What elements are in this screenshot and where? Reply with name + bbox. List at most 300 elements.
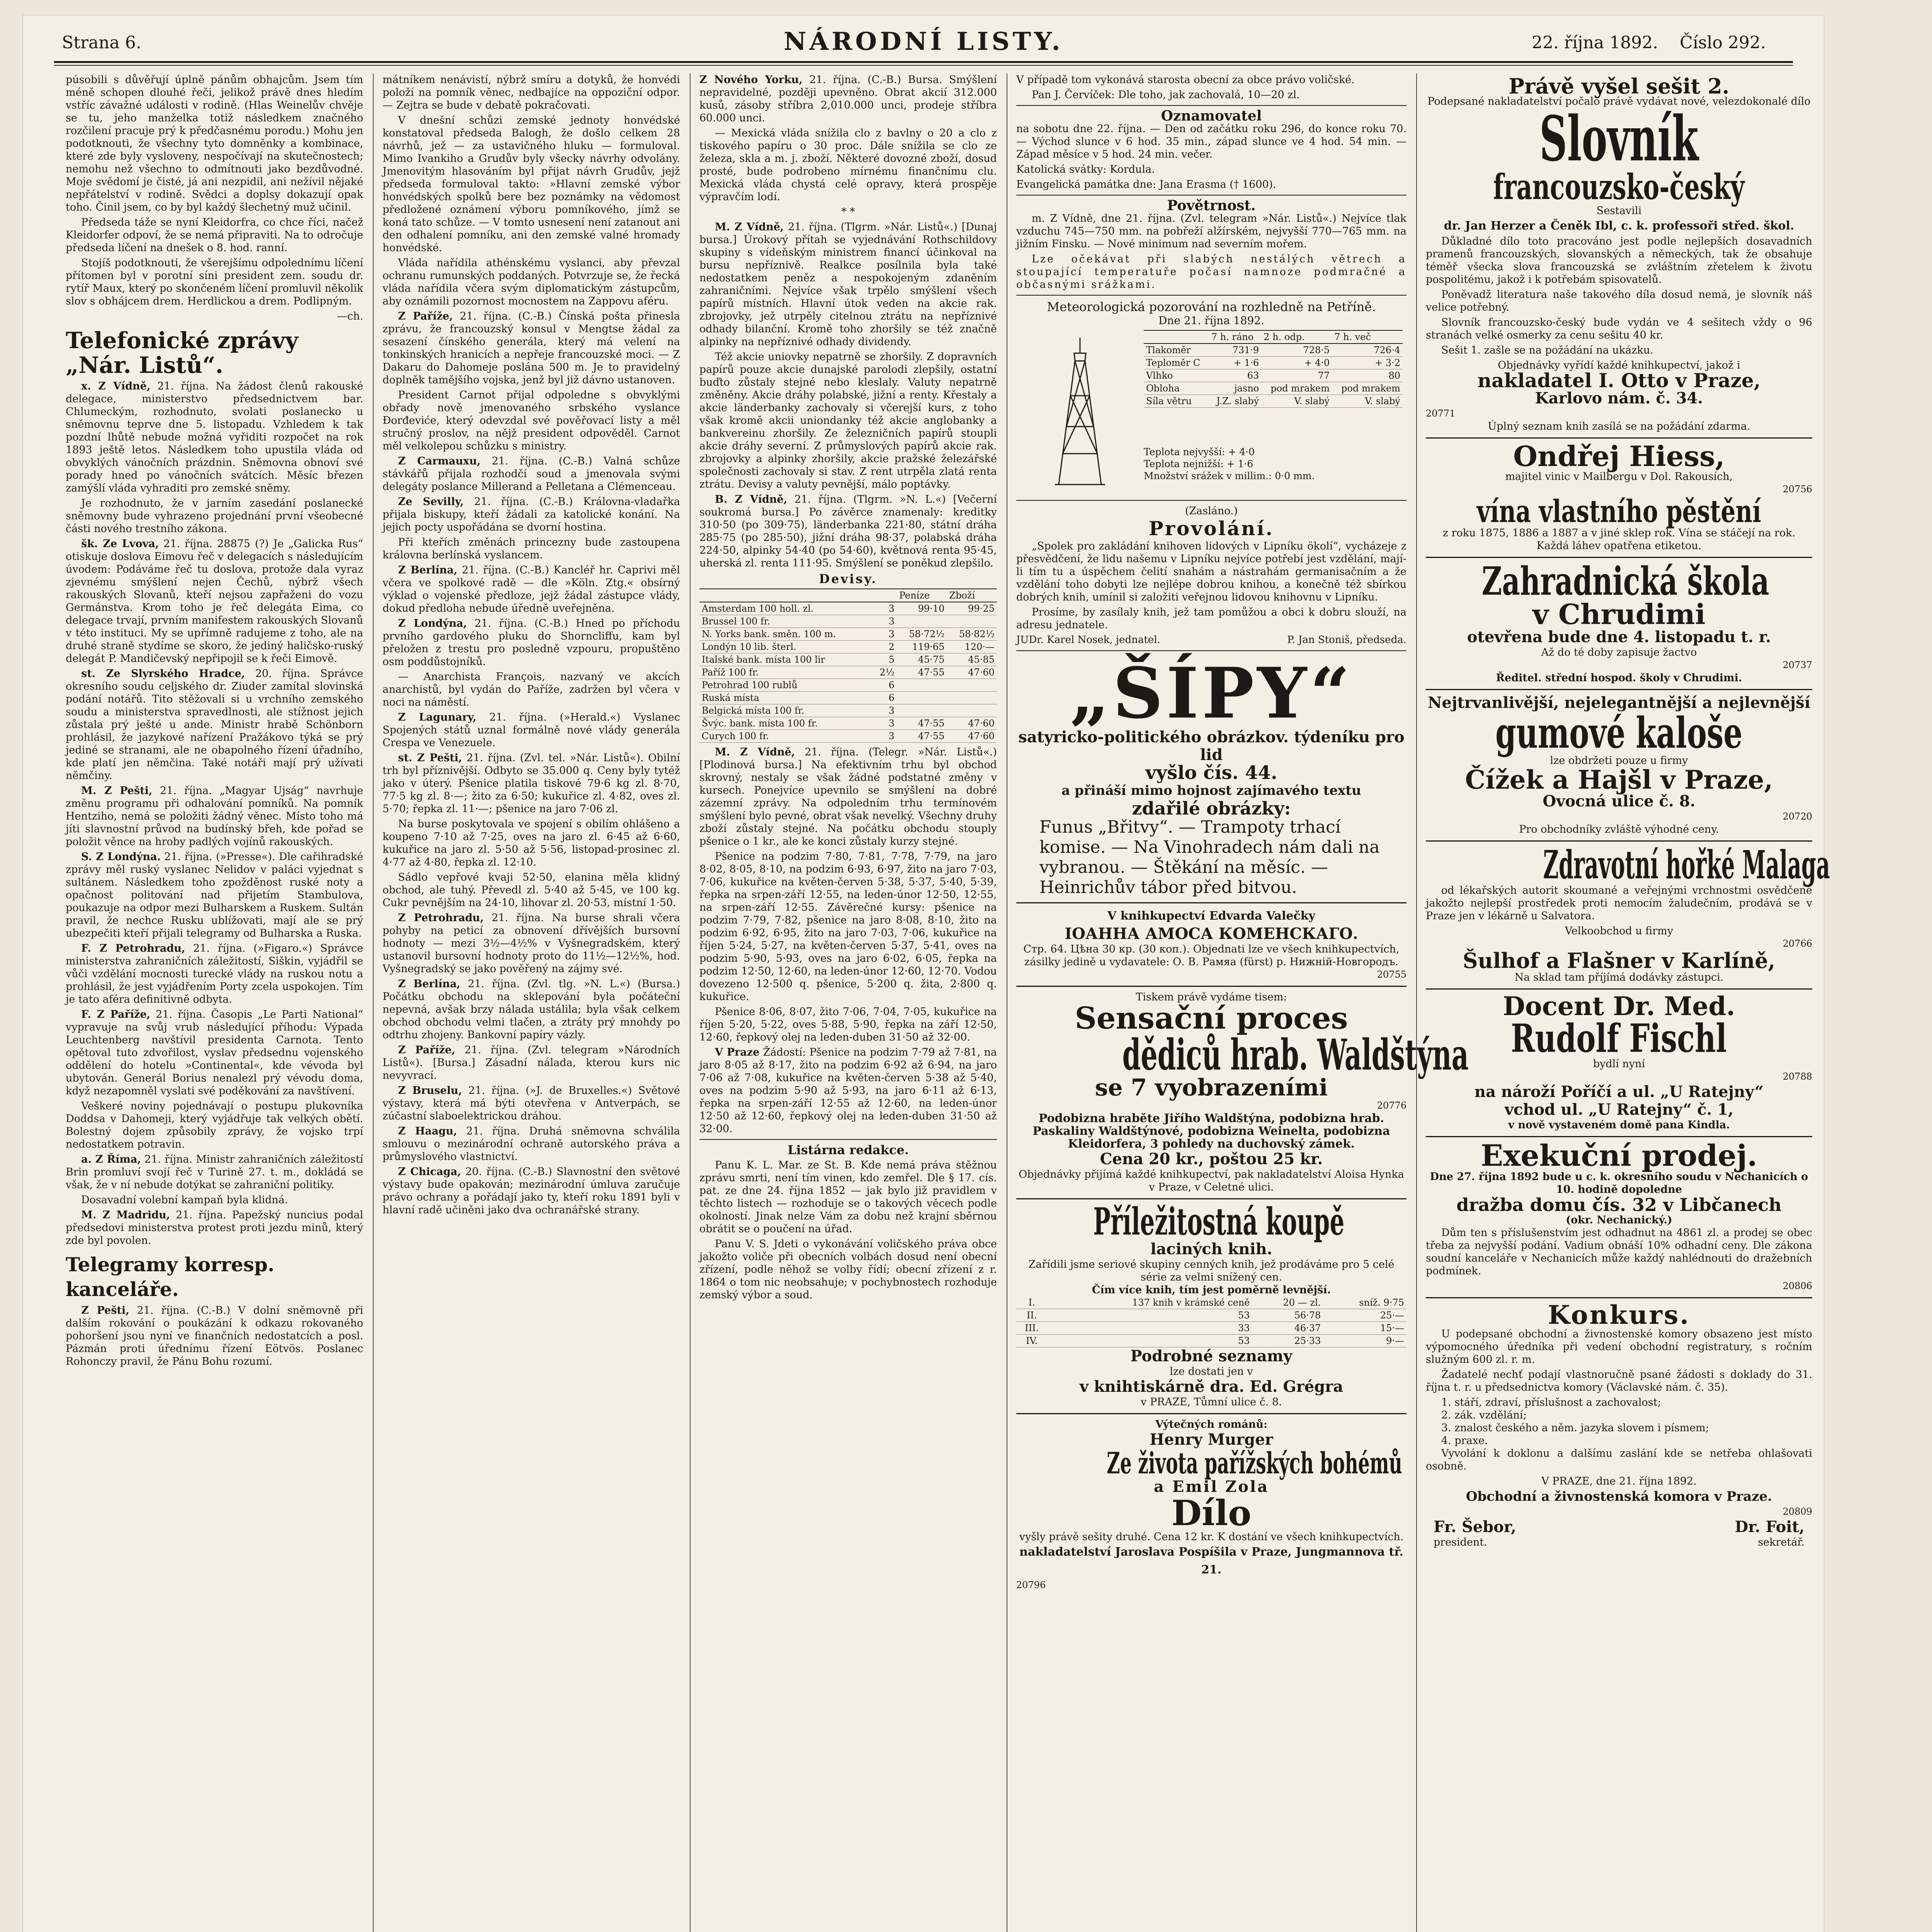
article-text: 21. října. (C.-B.) Bursa. Smýšlení nepravidelné, později upevněno. Obrat akcií 312.000 kusů, zásoby stříbra 2,010.000 unci, prodeje stříbra 60.000 unci. — [699, 74, 997, 124]
ad-number: 20737 — [1782, 660, 1812, 670]
table-cell: 25·— — [1323, 1309, 1406, 1322]
devisy-title: Devisy. — [819, 571, 878, 586]
column-divider — [1416, 73, 1417, 1932]
table-header-row — [1144, 330, 1403, 344]
table-cell — [947, 679, 997, 692]
ad-number: 20776 — [1377, 1100, 1406, 1111]
table-body — [1016, 1296, 1406, 1347]
drazba-text: Dům ten s příslušenstvím jest odhadnut na 4861 zl. a prodej se obec třeba za nejvyšší podání. Vadium obnáší 10% odhadní ceny. Dle zákona soudní kanceláře v Nechanicích může každý nahlédnouti do dražebních podmínek. — [1426, 1227, 1812, 1277]
table-row — [699, 602, 997, 615]
table-cell: pod mrakem — [1261, 382, 1332, 395]
table-cell — [897, 679, 947, 692]
issue-number: Číslo 292. — [1680, 33, 1766, 53]
slovnik-title: Slovník — [1539, 102, 1699, 175]
article-paragraph: Je rozhodnuto, že v jarním zasedání poslanecké sněmovny bude vyhrazeno projednání první všeobecné části nového trestního zákona. — [66, 497, 363, 535]
article-paragraph: V případě tom vykonává starosta obecní za obce právo voličské. — [1016, 74, 1355, 86]
table-cell: 731·9 — [1209, 344, 1261, 357]
sipy-subtitle: satyricko-politického obrázkov. týdeníku pro lid — [1018, 728, 1405, 764]
table-cell: 56·78 — [1252, 1309, 1323, 1322]
slovnik-authors: dr. Jan Herzer a Čeněk Ibl, c. k. professoři střed. škol. — [1444, 219, 1794, 233]
article-paragraph: Dosavadní volební kampaň byla klidná. — [81, 1194, 288, 1206]
table-cell: Italské bank. místa 100 lir — [699, 653, 872, 666]
povetrnost-title: Povětrnost. — [1167, 197, 1256, 214]
vina-title: vína vlastního pěstění — [1476, 493, 1762, 529]
vyt-title: Výtečných románů: — [1155, 1418, 1267, 1430]
article-text: 21. října. (»Herald.«) Vyslanec Spojených států uznal formálně nové vlády generála Crespa ve Venezuele. — [383, 711, 680, 749]
table-cell: Teploměr C — [1144, 357, 1209, 369]
article-text: 21. října. 28875 (?) Je „Galicka Rus“ otiskuje doslova Eimovu řeč v delegacích s následujícím úvodem: Podáváme řeč tu doslova, protože dala vyraz zjevnému smýšlení nejen Čechů, nýbrž všech rakouských Slovanů, kteří nejsou zapřaženi do vozu Germánstva. Krom toho je řeč delegáta Eima, co delegace trvají, prvním manifestem rakouských Slovanů v této instituci. My se upřímně radujeme z toho, ale na druhé straně stydíme se skoro, že jediný haličsko-ruský delegát P. Mandičevský nepřipojil se k řeči Eimově. — [66, 538, 363, 665]
pril-addr: v PRAZE, Tůmní ulice č. 8. — [1141, 1396, 1282, 1408]
article-paragraph: Panu V. S. Jdeti o vykonávání voličského práva obce jakožto voliče při obecních volbách dosud není obecní zřízení, podle něhož se volby řídí; obecní zřízení z r. 1864 o tom nic neobsahuje; v pochybnostech rozhoduje zemský výbor a soud. — [699, 1238, 997, 1301]
sipy-text: a přináší mimo hojnost zajímavého textu — [1061, 783, 1361, 798]
article-text: 21. října. Časopis „Le Parti National“ vypravuje na svůj vrub následující příhodu: Výpada Leuchtenberg navštívil presidenta Carnota. Tento opětoval tuto zdvořilost, vyslav předsednu vojenského oddělení do hotelu »Continental«, kde vévoda byl ubytován. Generál Borius nenalezl prý vévodu doma, když nezapomněl vyslati své poděkování za navštívení. — [66, 1009, 363, 1097]
table-cell: 33 — [1048, 1322, 1252, 1335]
table-row — [699, 653, 997, 666]
page-header — [23, 15, 1824, 62]
sipy-pictures: Funus „Břitvy“. — Trampoty trhací komise. — Na Vinohradech nám dali na vybranou. — Štěkání na měsíc. — Heinrichův tábor před bitvou. — [1039, 817, 1380, 897]
dateline: V Praze — [715, 1046, 760, 1058]
dateline: M. Z Vídně, — [715, 746, 795, 758]
table-cell — [947, 692, 997, 704]
petrin-tower-illustration — [1016, 330, 1144, 496]
table-row — [699, 615, 997, 628]
dateline: Z Londýna, — [398, 617, 467, 629]
table-cell: 99·25 — [947, 602, 997, 615]
ad-fischl — [1426, 990, 1812, 1137]
dateline: a. Z Říma, — [81, 1153, 141, 1165]
sens-price: Cena 20 kr., poštou 25 kr. — [1100, 1150, 1323, 1168]
ad-konkurs — [1426, 1298, 1812, 1553]
valecka-text: Стр. 64. Цѣна 30 кр. (30 коп.). Objednati lze ve všech knihkupectvích, zásilky jedině u vydavatele: О. В. Рамяа (fürst) р. Нижній-Новгородъ. — [1023, 943, 1400, 968]
article-text: 21. října. (Zvl. tel. »Nár. Listů«). Obilní trh byl příznivější. Odbyto se 35.000 q. Ceny byly tytéž jako v úterý. Pšenice platila tiskové 79·6 kg zl. 8·70, 77·5 kg zl. 8·—; žito za 6·50; kukuřice zl. 4·82, oves zl. 5·70; řepka zl. 11·—; pšenice na jaro 7·06 zl. — [383, 752, 680, 815]
signatures — [1016, 634, 1406, 646]
slovnik-foot: Úplný seznam knih zasílá se na požádání zdarma. — [1488, 420, 1750, 432]
table-header-cell — [699, 589, 872, 602]
table-cell: 20 — zl. — [1252, 1296, 1323, 1309]
table-cell: 6 — [872, 679, 897, 692]
drazba-sub: (okr. Nechanický.) — [1566, 1214, 1672, 1226]
article-paragraph: Vláda nařídila athénskému vyslanci, aby převzal ochranu rumunských poddaných. Potvrzuje se, že řecká vláda nařídila včera svým diplomatickým zástupcům, aby oznámili pozornost mocnostem na Zappovu aféru. — [383, 257, 680, 307]
issue-date: 22. října 1892. — [1531, 33, 1658, 53]
ad-number: 20788 — [1782, 1071, 1812, 1082]
table-cell: 2½ — [872, 666, 897, 679]
dateline: st. Z Pešti, — [398, 752, 462, 764]
table-cell: IV. — [1016, 1335, 1048, 1347]
table-cell: + 1·6 — [1209, 357, 1261, 369]
dateline: st. Ze Slyrského Hradce, — [81, 668, 245, 680]
table-row — [1016, 1309, 1406, 1322]
dateline: Z Chicaga, — [398, 1166, 461, 1178]
malaga-foot: Na sklad tam příjímá dodávky zástupci. — [1514, 971, 1724, 983]
dateline: Z Paříže, — [398, 310, 453, 322]
table-cell: Švýc. bank. místa 100 fr. — [699, 717, 872, 730]
sebor-title: president. — [1434, 1536, 1487, 1548]
table-body — [1144, 344, 1403, 408]
table-cell: II. — [1016, 1309, 1048, 1322]
article-text: 20. října. (C.-B.) Slavnostní den světové výstavy bude opakován; mezinárodní úmluva zaručuje právo ochrany a pořádají jako ty, kteří roku 1891 byli v hlavní radě učiněni jako dva ochranářské strany. — [383, 1166, 680, 1216]
ad-galoshes — [1426, 690, 1812, 842]
table-header-cell: 7 h. ráno — [1209, 330, 1261, 344]
doc-title: Docent Dr. Med. — [1503, 991, 1735, 1021]
table-row — [699, 641, 997, 653]
cizek-foot: Pro obchodníky zvláště výhodné ceny. — [1519, 823, 1719, 835]
article-text: 21. října. (Tlgrm. »N. L.«) [Večerní soukromá bursa.] Po závěrce znamenaly: kreditky 310·50 (po 309·75), länderbanka 221·80, státní dráha 285·75 (po 285·50), jižní dráha 98·37, polabská dráha 224·50, alpinky 54·40 (po 54·60), květnová renta 95·45, uherská zl. renta 111·95. Smýšlení se poněkud zlepšilo. — [699, 493, 997, 569]
ad-prilezitostna-koupe — [1016, 1199, 1406, 1414]
table-header-cell — [872, 589, 897, 602]
pril-shop: v knihtiskárně dra. Ed. Grégra — [1079, 1378, 1344, 1396]
provolani-title: Provolání. — [1149, 517, 1274, 540]
article-text: 21. října. Papežský nuncius podal předsedovi ministerstva protest proti jezdu minů, který zde byl povolen. — [66, 1209, 363, 1247]
zola: a Emil Zola — [1154, 1478, 1269, 1496]
ad-sipy — [1016, 655, 1406, 903]
zola-text: vyšly právě sešity druhé. Cena 12 kr. K dostání ve všech knihkupectvích. — [1019, 1531, 1404, 1543]
fischl-sub: bydlí nyní — [1593, 1058, 1645, 1070]
article-paragraph: Též akcie uniovky nepatrně se zhoršily. Z dopravních papírů pouze akcie dunajské parolodi zlepšily, ostatní buďto zůstaly stejné nebo kleslaly. Valuty nepatrně změněny. Akcie dráhy polabské, jižní a renty. Křestaly a akcie länderbanky zachovaly si včerejší kurs, z toho však kromě akcii uniondanky též akcie anglobanky a bankvereinu zhoršily. Ze železničních papírů stoupli akcie dráhy severní. Z průmyslových papírů akcie rak. zbrojovky a alpinky zhoršily, akcie pražské železářské společnosti zachovaly si stav. Z rent utrpěla zlatá renta ztrátu. Devisy a valuty pevnější, málo poptávky. — [699, 351, 997, 490]
malaga-sub: Velkoobchod u firmy — [1565, 925, 1673, 937]
article-paragraph: púsobili s důvěřují úplně pánům obhajcům. Jsem tím méně schopen dlouhé řeči, jelikož právě dnes hledím vstříc závažné události v rodině. (Hlas Weinelův chvěje se tu, jeho manželka totiž následkem značného rozčilení pracuje prý k předčasnému porodu.) Mohu jen podotknouti, že všechny tyto domněnky a kombinace, které zde byly vysloveny, nespočívají na skutečnostech; nemohu než všechno to odmítnouti jako bezdůvodné. Moje svědomí je čisté, já ani nezpidil, ani nežívil nějaké nepřátelství v rodině. Svědci a doplsy dokazují opak toho. Činil jsem, co by byl každý šlechetný muž učinil. — [66, 74, 363, 213]
separator-stars: * * — [841, 206, 855, 218]
article-text: Žádostí: Pšenice na podzim 7·79 až 7·81, na jaro 8·05 až 8·17, žito na podzim 6·92 až 6·94, na jaro 7·06 až 7·08, kukuřice na květen-červen 5·38 až 5·40, oves na podzim 5·90 až 5·93, na jaro 6·11 až 6·13, řepka na srpen-září 12·55 až 12·60, na leden-únor 12·50 až 12·60, řepkový olej na leden-duben 31·50 až 32·00. — [699, 1046, 997, 1135]
section-title-telegrams: Telegramy korresp. kanceláře. — [66, 1253, 275, 1301]
ad-number: 20755 — [1377, 969, 1406, 980]
table-row — [1144, 395, 1403, 408]
table-cell: 80 — [1332, 369, 1403, 382]
foit-title: sekretář. — [1758, 1536, 1804, 1548]
table-cell: Petrohrad 100 rublů — [699, 679, 872, 692]
konkurs-signatures — [1426, 1518, 1812, 1536]
column-2 — [383, 73, 680, 1932]
table-row — [699, 704, 997, 717]
sens-text: Podobizna hraběte Jiřího Waldštýna, podobizna hrab. Paskaliny Waldštýnové, podobizna Weinelta, podobizna Kleidorfera, 3 pohledy na duchovský zámek. — [1032, 1112, 1390, 1151]
table-cell: 58·72½ — [897, 628, 947, 641]
article-paragraph: Pšenice na podzim 7·80, 7·81, 7·78, 7·79, na jaro 8·02, 8·05, 8·10, na podzim 6·93, 6·97, žito na jaro 7·03, 7·06, kukuřice na květen-červen 5·38, 5·37, 5·40, 5·39, řepka na srpen-září 12·55, na leden-únor 12·50, 12·55, na srpen-září 12·55. Závěrečné kursy: pšenice na podzim 7·79, 7·82, pšenice na jaro 8·08, 8·10, žito na podzim 6·92, 6·95, žito na jaro 7·03, 7·06, kukuřice na říjen 5·24, 5·27, na květen-červen 5·37, 5·41, oves na podzim 5·90, 5·93, oves na jaro 6·02, 6·05, řepka na podzim 12·50, 12·60, na leden-únor 12·60, 12·70. Vodou dovezeno 12·500 q. pšenice, 5·200 q. žita, 2·800 q. kukuřice. — [699, 850, 997, 1003]
table-cell: sníž. 9·75 — [1323, 1296, 1406, 1309]
dateline: M. Z Vídně, — [715, 221, 784, 233]
divider — [1016, 295, 1406, 296]
sens-big: dědiců hrab. Waldštýna — [1122, 1030, 1469, 1080]
sipy-title: „ŠÍPY“ — [1070, 653, 1353, 734]
komensky-title: ІОАННА АМОСА КОМЕНСКАГО. — [1065, 925, 1358, 943]
table-cell: 53 — [1048, 1309, 1252, 1322]
table-cell: 137 knih v krámské ceně — [1048, 1296, 1252, 1309]
slovnik-ad-title: Právě vyšel sešit 2. — [1509, 74, 1730, 99]
ad-number: 20809 — [1782, 1506, 1812, 1517]
table-cell: Brussel 100 fr. — [699, 615, 872, 628]
table-cell: 120·— — [947, 641, 997, 653]
table-cell: 53 — [1048, 1335, 1252, 1347]
fischl-addr2: vchod ul. „U Ratejny“ č. 1, — [1504, 1100, 1734, 1119]
signature-nosek: JUDr. Karel Nosek, jednatel. — [1016, 634, 1160, 646]
table-cell: Vlhko — [1144, 369, 1209, 382]
pril-sub: laciných knih. — [1150, 1240, 1272, 1258]
ad-number: 20756 — [1782, 484, 1812, 495]
malaga-title: Zdravotní hořké Malaga — [1543, 842, 1830, 888]
article-text: 21. října. (C.-B.) Kancléř hr. Caprivi měl včera ve spolkové radě — dle »Köln. Ztg.« obsírný výklad o vojenské předloze, jejž žádal zástupce vlády, dokud předloha nebude úředně uveřejněna. — [383, 564, 680, 614]
article-paragraph: mátníkem nenávistí, nýbrž smíru a dotyků, že honvédi položí na pomník věnec, nedbajíce na oppoziční odpor. — Zejtra se bude v debatě pokračovati. — [383, 74, 680, 111]
malaga-text: od lékařských autorit skoumané a veřejnými vrchnostmi osvědčené jakožto nejlepší prostředek proti nemocím žaludečním, prodává se v Praze jen v lékárně u Salvatora. — [1426, 884, 1812, 922]
article-paragraph: Katolická svátky: Kordula. — [1016, 163, 1155, 175]
zahr-sub2: Až do té doby zapisuje žactvo — [1541, 646, 1697, 658]
table-cell: V. slabý — [1332, 395, 1403, 408]
table-row — [699, 730, 997, 743]
table-row — [699, 628, 997, 641]
table-body — [699, 602, 997, 743]
valecka-title: V knihkupectví Edvarda Valečky — [1107, 909, 1315, 923]
article-text: 21. října. (C.-B.) Čínská pošta přinesla zprávu, že francouzský konsul v Mengtse žádal za sesazení čínského generála, který má velení na tonkinských hranicích a nepřeje francouzské moci. — Z Dakaru do Dahomeje poslána 500 m. Je to pravidelný doplněk tamějšího vojska, jenž byl již dávno ustanoven. — [383, 310, 680, 386]
dateline: Z Berlína, — [398, 978, 461, 990]
table-cell: 3 — [872, 704, 897, 717]
ad-exekucni-prodej — [1426, 1137, 1812, 1298]
article-paragraph: Evangelická památka dne: Jana Erasma († 1600). — [1016, 179, 1276, 190]
table-row — [1144, 344, 1403, 357]
meteo-title: Meteorologická pozorování na rozhledně na Petříně. — [1047, 299, 1376, 314]
article-text: 21. října. (»J. de Bruxelles.«) Světové výstavy, která má býti otevřena v Antverpách, se zúčastní slaboelektrickou dráhou. — [383, 1085, 680, 1122]
meteo-table — [1144, 330, 1403, 408]
dateline: Z Paříže, — [398, 1044, 456, 1056]
konkurs-signature-titles — [1426, 1536, 1812, 1549]
table-cell: 728·5 — [1261, 344, 1332, 357]
slovnik-text: Důkladné dílo toto pracováno jest podle nejlepších dosavadních pramenů francouzských, slovanských a německých, tak že obsahuje téměř všecka slova francouzská se zvláštním zřetelem k životu pospolitému, jakož i k potřebám spisovatelů. — [1426, 235, 1812, 286]
table-row — [1144, 357, 1403, 369]
zola-pub: nakladatelství Jaroslava Pospíšila v Praze, Jungmannova tř. 21. — [1019, 1545, 1403, 1577]
table-header-row — [699, 589, 997, 602]
konkurs-text: Vyvolání k doklonu a dalšímu zaslání kde se netřeba ohlašovati osobně. — [1426, 1447, 1812, 1472]
malaga-firm: Šulhof a Flašner v Karlíně, — [1463, 948, 1776, 973]
konkurs-list: 1. stáří, zdraví, příslušnost a zachovalost; 2. zák. vzdělání; 3. znalost českého a něm. jazyka slovem i písmem; 4. praxe. — [1441, 1396, 1709, 1447]
table-header-cell: 2 h. odp. — [1261, 330, 1332, 344]
table-cell: 63 — [1209, 369, 1261, 382]
header-rule-thin — [54, 65, 1793, 66]
sens-pre: Tiskem právě vydáme tisem: — [1136, 991, 1287, 1003]
signature-sebor: Fr. Šebor, — [1434, 1518, 1517, 1536]
sens-sub: se 7 vyobrazeními — [1095, 1074, 1328, 1101]
pril-table — [1016, 1296, 1406, 1347]
table-header-cell: Peníze — [897, 589, 947, 602]
table-cell: III. — [1016, 1322, 1048, 1335]
article-text: 21. října. (C.-B.) Valná schůze stávkářů přijala rozhodčí soud a jmenovala svými delegáty poslance Millerand a Pelletana a Clémenceau. — [383, 455, 680, 493]
table-cell: Síla větru — [1144, 395, 1209, 408]
slovnik-publisher: nakladatel I. Otto v Praze, — [1477, 369, 1761, 392]
table-row — [699, 717, 997, 730]
dateline: S. Z Londýna. — [81, 851, 161, 863]
table-cell — [947, 615, 997, 628]
column-3 — [699, 73, 997, 1932]
cizek-title: Čížek a Hajšl v Praze, — [1465, 765, 1773, 795]
article-text: 21. října. (Tlgrm. »Nár. Listů«.) [Dunaj bursa.] Úrokový přítah se vyjednávání Rothschildovy skupiny s vídeňským ministrem financí účinkoval na bursu nepříznivě. Realkce posílnila byla také nedostatkem peněz a nespokojeným zdaněním zahraničními. Nejvíce však trpělo smýšlení všech papírů místních. Hlavní útok veden na akcie rak. zbrojovky, jež utrpěly citelnou ztrátu na nepříznivé odhady bilanční. Kromě toho zhoršily se též značně alpinky na nepříznivé odhady dividendy. — [699, 221, 997, 348]
table-cell: 25·33 — [1252, 1335, 1323, 1347]
dateline: Z Petrohradu, — [398, 912, 484, 924]
table-cell: 119·65 — [897, 641, 947, 653]
ad-sensacni-proces — [1016, 987, 1469, 1199]
pril-title: Příležitostná koupě — [1093, 1200, 1345, 1243]
divider — [1016, 500, 1406, 501]
dateline: F. Z Petrohradu, — [81, 942, 185, 954]
table-cell: 726·4 — [1332, 344, 1403, 357]
table-cell: 3 — [872, 730, 897, 743]
slovnik-text: Poněvadž literatura naše takového díla dosud nemá, je slovník náš velice potřebný. — [1426, 289, 1812, 313]
article-paragraph: Pan J. Červíček: Dle toho, jak zachovalá, 10—20 zl. — [1032, 89, 1300, 101]
table-row — [1016, 1296, 1406, 1309]
article-paragraph: Pšenice 8·06, 8·07, žito 7·06, 7·04, 7·05, kukuřice na říjen 5·20, 5·22, oves 5·88, 5·90, řepka na září 12·50, 12·60, řepkový olej na leden-duben 31·50 až 32·00. — [699, 1006, 997, 1043]
table-cell: 58·82½ — [947, 628, 997, 641]
article-paragraph: — Mexická vláda snížila clo z bavlny o 20 a clo z tiskového papíru o 30 proc. Dále snížila se clo ze železa, skla a m. j. zboží. Některé dovozné zboží, dosud prosté, bude podrobeno mírnému finančnímu clu. Mexická vláda chystá celé opravy, která prospěje výpravčím lodí. — [699, 127, 997, 203]
table-cell: 47·55 — [897, 730, 947, 743]
hiess-title: Ondřej Hiess, — [1513, 440, 1725, 473]
vina-sub: z roku 1875, 1886 a 1887 a v jiné sklep rok. Vína se stáčejí na rok. Každá láhev opatřena etiketou. — [1442, 527, 1796, 552]
ad-hiess — [1426, 439, 1812, 558]
table-cell: 45·85 — [947, 653, 997, 666]
sipy-issue: vyšlo čís. 44. — [1145, 762, 1277, 784]
table-cell: Oblohа — [1144, 382, 1209, 395]
table-cell: 9·— — [1323, 1335, 1406, 1347]
slovnik-addr: Karlovo nám. č. 34. — [1535, 389, 1703, 407]
article-text: 20. října. Správce okresního soudu celjského dr. Ziuder zamítal slovinská podání notářů. Tito stěžovali si u vrchního zemského soudu a ministerstva spravedlnosti, ale stížnost jejich zůstala prý ješté u ande. Ministr hrabě Schönborn prohlásil, že jazykové nařízení Pražákovo týká se prý jediné se stranami, ale ne obapolného řízení úřadního, kde platí jen němčina. Také notáři mají prý užívati němčiny. — [66, 668, 363, 782]
article-text: 21. října. (C.-B.) V dolní sněmovně při dalším rokování o poukázání k odkazu rokovaného pohoršení jsou nyní ve finančních nedostatcích a posl. Pázmán proti úřednímu řízení Eötvös. Poslanec Rohonczy pravil, že Pánu Bohu rozumí. — [66, 1304, 363, 1367]
dateline: Z Lagunary, — [398, 711, 476, 723]
hiess-sub: majitel vinic v Mailbergu v Dol. Rakousích, — [1505, 471, 1733, 483]
table-header-cell: Zboží — [947, 589, 997, 602]
slovnik-subtitle: francouzsko-český — [1493, 167, 1745, 207]
article-paragraph: V dnešní schůzi zemské jednoty honvédské konstatoval předseda Balogh, že došlo celkem 28 návrhů, jež — za ustavičného hluku — formuloval. Mimo Ivankiho a Grudův byly všecky návrhy odvolány. Jmenovitým hlasováním byl přijat návrh Grudův, jejž předseda formuloval takto: »Hlavní zemské výbor honvédských spolků bere bez poznámky na vědomost předložené oznámení výboru pomníkového, jímž se koná tato schůze. — V tomto usnesení není zatanout ani den odhalení pomníku, ani den zemské valné hromady honvédské. — [383, 114, 680, 254]
masthead-title: NÁRODNÍ LISTY. — [784, 27, 1063, 56]
table-cell: + 3·2 — [1332, 357, 1403, 369]
article-paragraph: Lze očekávat při slabých nestálých větrech a stoupající temperatuře počasí namnoze podmračné a občasnými srážkami. — [1016, 253, 1406, 291]
zahr-place: v Chrudimi — [1532, 598, 1706, 631]
table-cell: 47·55 — [897, 717, 947, 730]
table-cell: 15·— — [1323, 1322, 1406, 1335]
zahr-sub: otevřena bude dne 4. listopadu t. r. — [1467, 628, 1771, 646]
article-text: 21. října. Ministr zahraničních záležitostí Brin promluví svojí řeč v Turině 27. t. m., dokládá se však, že v ní nebude dotýkat se zahraniční politiky. — [66, 1153, 364, 1191]
table-cell: 45·75 — [897, 653, 947, 666]
table-cell: Ruská místa — [699, 692, 872, 704]
henry: Henry Murger — [1150, 1430, 1273, 1449]
table-cell: 47·60 — [947, 730, 997, 743]
table-cell: Tlakoměr — [1144, 344, 1209, 357]
column-5 — [1426, 73, 1830, 1932]
table-cell: 46·37 — [1252, 1322, 1323, 1335]
table-cell: Amsterdam 100 holl. zl. — [699, 602, 872, 615]
sipy-text2: zdařilé obrázky: — [1132, 798, 1291, 819]
divider — [699, 1139, 997, 1140]
fischl-name: Rudolf Fischl — [1511, 1015, 1727, 1061]
table-cell: 5 — [872, 653, 897, 666]
table-row — [699, 692, 997, 704]
table-cell: 6 — [872, 692, 897, 704]
article-paragraph: Sádlo vepřové kvaji 52·50, elanina měla klidný obchod, ale tuhý. Převedl zl. 5·40 až 5·45, ve 100 kg. Cukr pevnějším na 24·10, lihovar zl. 20·53, místní 1·50. — [383, 871, 680, 909]
table-header-cell: 7 h. več — [1332, 330, 1403, 344]
dateline: Z Carmauxu, — [398, 455, 481, 467]
slovnik-sest: Sestavili — [1596, 205, 1642, 217]
dateline: M. Z Pešti, — [81, 785, 153, 797]
henry-book: Ze života pařížských bohémů — [1107, 1446, 1402, 1480]
konkurs-title: Konkurs. — [1548, 1300, 1690, 1330]
article-text: 21. října. Na žádost členů rakouské delegace, ministerstvo předsednictvem bar. Chlumeckým, rozhodnuto, svolati poslanecko u sněmovnu teprve dne 5. listopadu. Vzhledem k tak pozdní lhůtě nebude možná vyřiditi rozpočet na rok 1893 ještě letos. Následkem toho upustila vláda od obvyklých vánočních prázdnin. Sněmovna obnoví své porady hned po vánočních svátcích. Měsíc březen zamýšlí vláda vyhraditi pro zemské sněmy. — [66, 380, 363, 494]
table-header-cell — [1144, 330, 1209, 344]
table-cell: 3 — [872, 717, 897, 730]
slovnik-text: Sešit 1. zašle se na požádání na ukázku. — [1441, 344, 1653, 356]
gum-pre: Nejtrvanlivější, nejelegantnější a nejlevnější — [1427, 694, 1811, 712]
fischl-addr: na nároží Poříčí a ul. „U Ratejny“ — [1474, 1083, 1764, 1101]
article-paragraph: „Spolek pro zakládání knihoven lidových v Lipníku ökolí“, vycházeje z přesvědčení, že lidu našemu v Lipníku nejvíce potřebí jest vzdělání, mají-li tím tu a úspěchem čelití snahám a nástrahám germanisačním a že vzdělání toho dobyti lze nejlépe dobrou knihou, a konečně též sbírkou dobrých knih, umínil si založiti veřejnou lidovou knihovnu v Lipníku. — [1016, 540, 1406, 603]
cizek-sub: Ovocná ulice č. 8. — [1543, 792, 1696, 810]
gum-sub: lze obdržeti pouze u firmy — [1550, 755, 1688, 767]
article-text: 21. října. Na burse shrali včera pohyby na peticí za obnovení dřívějších bursovní hodnoty — mezi 3½—4½% v Vyšnegradském, který ustanovil bursovní hodnoty proto do 11½—12½%, hod. Vyšnegradský se jako pověřený na zájmy své. — [383, 912, 680, 975]
zaslano: (Zasláno.) — [1185, 505, 1238, 517]
divider — [1016, 650, 1406, 651]
dateline: B. Z Vídně, — [715, 493, 787, 505]
ad-zahradnicka-skola — [1426, 558, 1812, 690]
listarna-title: Listárna redakce. — [787, 1143, 909, 1157]
table-cell: 77 — [1261, 369, 1332, 382]
pril-text2: Čím více knih, tím jest poměrně levnější. — [1092, 1284, 1331, 1296]
divider — [1016, 105, 1406, 106]
table-row — [699, 666, 997, 679]
table-cell: 3 — [872, 628, 897, 641]
section-title-telephone: Telefonické zprávy „Nár. Listů“. — [66, 327, 298, 378]
meteo-extremes: Teplota nejvyšší: + 4·0 Teplota nejnižší: + 1·6 Množství srážek v millim.: 0·0 mm. — [1144, 446, 1315, 481]
article-text: 21. října. (»Figaro.«) Správce ministerstva zahraničních záležitostí, Siškin, vyjádřil se vůči vzdělání mocnosti turecké vlády na ruskou notu a prohlásil, že jest vyjádřením Porty zcela uspokojen. Tím je tato aféra definitivně odbyta. — [66, 942, 363, 1005]
devisy-table — [699, 588, 997, 743]
pril-pod2: lze dostati jen v — [1170, 1366, 1253, 1378]
zahr-sub3: Ředitel. střední hospod. školy v Chrudimi. — [1496, 672, 1742, 684]
table-cell: 47·60 — [947, 666, 997, 679]
sens-pub: Objednávky přijímá každé knihkupectví, pak nakladatelství Aloisa Hynka v Praze, v Celetné ulici. — [1019, 1168, 1404, 1193]
table-cell: pod mrakem — [1332, 382, 1403, 395]
article-text: 21. října. Druhá sněmovna schválila smlouvu o mezinárodní ochraně autorského práva a průmyslového vlastnictví. — [383, 1125, 680, 1163]
header-rule — [54, 61, 1793, 63]
newspaper-sheet — [23, 15, 1830, 1932]
article-text: 21. října. (C.-B.) Hned po příchodu prvního gardového pluku do Shorncliffu, kam byl přeložen z trestu pro posledně vzpouru, propuštěno osm poddůstojníků. — [383, 617, 680, 668]
table-cell: Paříž 100 fr. — [699, 666, 872, 679]
signature-stonis: P. Jan Stoniš, předseda. — [1287, 634, 1406, 646]
meteo-block — [1016, 330, 1406, 496]
table-row — [1144, 382, 1403, 395]
table-cell: + 4·0 — [1261, 357, 1332, 369]
ad-number: 20720 — [1782, 811, 1812, 822]
table-cell: 47·60 — [947, 717, 997, 730]
article-paragraph: m. Z Vídně, dne 21. října. (Zvl. telegram »Nár. Listů«.) Nejvíce tlak vzduchu 745—750 mm. na pobřeží alžírském, nejvyšší 770—765 mm. na jižním Finsku. — Nové minimum nad severním mořem. — [1016, 213, 1406, 250]
sens-title: Sensační proces — [1075, 1001, 1348, 1036]
article-text: 21. října. (Zvl. telegram »Národních Listů«). [Bursa.] Zásadní nálada, kterou kurs nic nevyvrací. — [383, 1044, 680, 1082]
dateline: x. Z Vídně, — [81, 380, 151, 392]
table-cell: N. Yorks bank. směn. 100 m. — [699, 628, 872, 641]
table-cell: I. — [1016, 1296, 1048, 1309]
article-paragraph: Stojíš podotknouti, že všerejšímu odpolednímu líčení přítomen byl v porotní síni president zem. soudu dr. rytíř Maux, který po skončeném líčení promluvil několik slov s obhájcem drem. Herdlickou a drem. Podlipným. — [66, 257, 363, 307]
gum-title: gumové kaloše — [1495, 708, 1743, 758]
article-paragraph: Na burse poskytovala ve spojení s obilím ohlášeno a koupeno 7·10 až 7·25, oves na jaro zl. 6·45 až 6·60, kukuřice na jaro zl. 5·50 až 5·56, listopad-prosinec zl. 4·77 až 4·80, řepka zl. 12·10. — [383, 818, 680, 868]
table-cell: 3 — [872, 602, 897, 615]
article-text: 21. října. (Telegr. »Nár. Listů«.) [Plodinová bursa.] Na efektivním trhu byl obchod skrovný, nestaly se však žádné podstatné změny v kursech. Ponejvíce upevnilo se smýšlení na dobré zázemní zprávy. Na odpoledním trhu termínovém smýšlení bylo pevné, obrat však nevelký. Všechny druhy zboží zůstaly stejné. Na počátku obchodu stouply pšenice o 1 kr., ale ke konci zůstaly kurzy stejné. — [699, 746, 997, 847]
dateline: F. Z Paříže, — [81, 1009, 150, 1020]
table-cell — [897, 692, 947, 704]
table-cell: 47·55 — [897, 666, 947, 679]
konkurs-text: Žadatelé nechť podají vlastnoručně psané žádosti s doklady do 31. října t. r. u předsednictva komory (Václavské nám. č. 35). — [1426, 1369, 1812, 1393]
article-paragraph: President Carnot přijal odpoledne s obvyklými obřady nově jmenovaného srbského vyslance Đorđeviće, který odevzdal své pověřovací listy a měl stručný proslov, na nějž president odpověděl. Carnot měl velkolepou schůzku s ministry. — [383, 389, 680, 452]
slovnik-text: Slovník francouzsko-český bude vydán ve 4 sešitech vždy o 96 stranách velké osmerky za cenu sešitu 40 kr. — [1426, 316, 1812, 341]
column-1 — [66, 73, 363, 1932]
ad-valecka — [1016, 903, 1406, 987]
article-paragraph: Při kteřích změnách princezny bude zastoupena královna berlínská vyslancem. — [383, 536, 680, 561]
page-number: Strana 6. — [62, 33, 141, 53]
meteo-date: Dne 21. října 1892. — [1158, 314, 1265, 327]
article-paragraph: Prosíme, by zasílaly knih, jež tam pomůžou a obci k dobru slouží, na adresu jednatele. — [1016, 606, 1406, 631]
dateline: Z Nového Yorku, — [699, 74, 803, 86]
dateline: Z Bruselu, — [398, 1085, 462, 1097]
column-divider — [373, 73, 374, 1932]
table-row — [1144, 369, 1403, 382]
ad-number: 20806 — [1782, 1281, 1812, 1291]
article-paragraph: Předseda táže se nyní Kleidorfra, co chce říci, načež Kleidorfer odpoví, že se nemá připraviti. Na to odročuje předseda líčení na dnešek o 8. hod. ranní. — [66, 216, 363, 254]
